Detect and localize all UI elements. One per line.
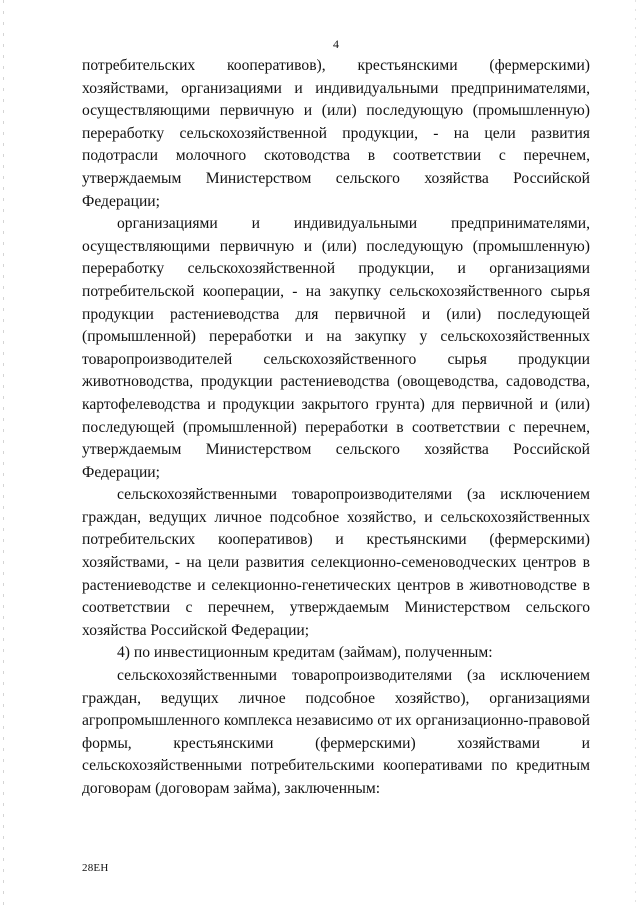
document-body xyxy=(82,55,590,801)
document-code: 28ЕН xyxy=(82,862,109,874)
paragraph: сельскохозяйственными товаропроизводителями (за исключением граждан, ведущих личное подсобное хозяйство), организациями агропромышленного комплекса независимо от их организационно-правовой формы, крестьянскими (фермерскими) хозяйствами и сельскохозяйственными потребительскими кооперативами по кредитным договорам (договорам займа), заключенным: xyxy=(82,667,590,797)
scan-edge-left xyxy=(3,0,4,905)
paragraph-continuation: потребительских кооперативов), крестьянскими (фермерскими) хозяйствами, организациями и индивидуальными предпринимателями, осуществляющими первичную и (или) последующую (промышленную) переработку сельскохозяйственной продукции, - на цели развития подотрасли молочного скотоводства в соответствии с перечнем, утверждаемым Министерством сельского хозяйства Российской Федерации; xyxy=(82,57,590,210)
paragraph: организациями и индивидуальными предпринимателями, осуществляющими первичную и (или) последующую (промышленную) переработку сельскохозяйственной продукции, и организациями потребительской кооперации, - на закупку сельскохозяйственного сырья продукции растениеводства для первичной и (или) последующей (промышленной) переработки и на закупку у сельскохозяйственных товаропроизводителей сельскохозяйственного сырья продукции животноводства, продукции растениеводства (овощеводства, садоводства, картофелеводства и продукции закрытого грунта) для первичной и (или) последующей (промышленной) переработки в соответствии с перечнем, утверждаемым Министерством сельского хозяйства Российской Федерации; xyxy=(82,215,590,481)
scan-edge-right xyxy=(635,0,636,905)
paragraph-list-item: 4) по инвестиционным кредитам (займам), полученным: xyxy=(117,644,493,662)
page-number: 4 xyxy=(333,37,339,51)
paragraph: сельскохозяйственными товаропроизводителями (за исключением граждан, ведущих личное подсобное хозяйство, и сельскохозяйственных потребительских кооперативов) и крестьянскими (фермерскими) хозяйствами, - на цели развития селекционно-семеноводческих центров в растениеводстве и селекционно-генетических центров в животноводстве в соответствии с перечнем, утверждаемым Министерством сельского хозяйства Российской Федерации; xyxy=(82,486,590,639)
